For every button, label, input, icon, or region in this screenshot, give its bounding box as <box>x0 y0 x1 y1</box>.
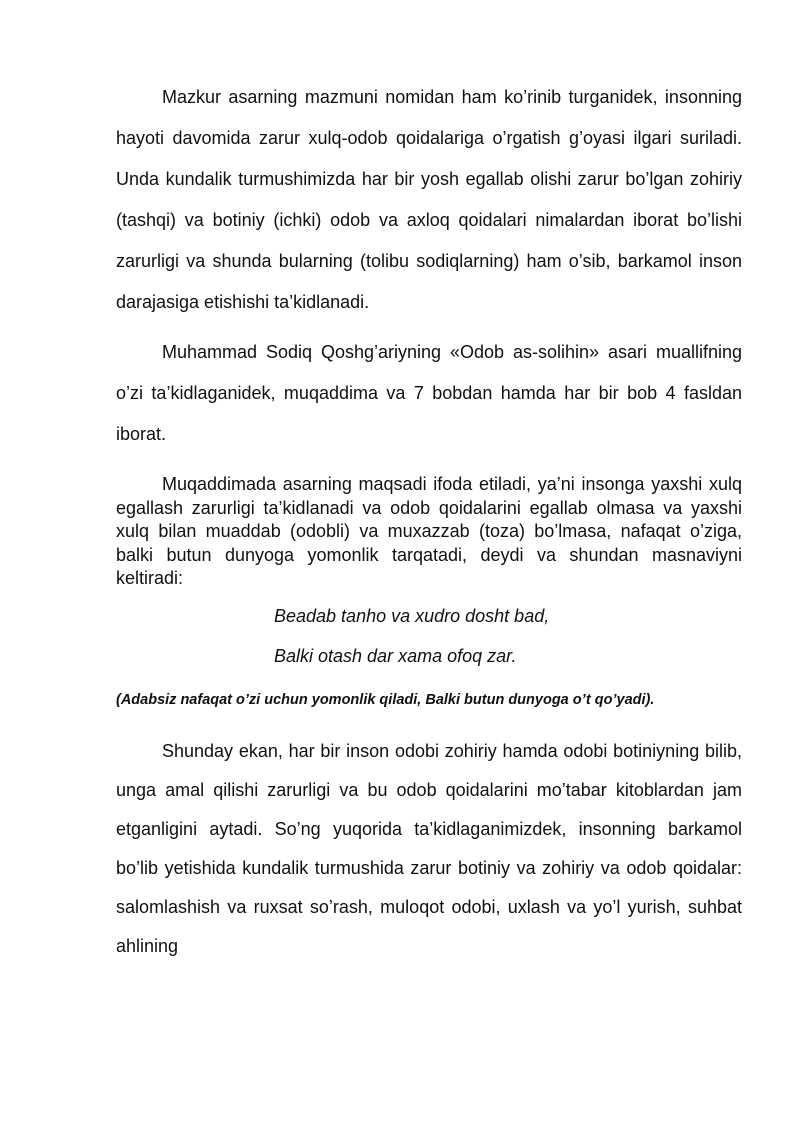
verse-line-2: Balki otash dar xama ofoq zar. <box>274 645 517 666</box>
verse-translation: (Adabsiz nafaqat o’zi uchun yomonlik qiladi, Balki butun dunyoga o’t qo’yadi). <box>116 691 655 708</box>
paragraph-2: Muhammad Sodiq Qoshg’ariyning «Odob as-solihin» asari muallifning o’zi ta’kidlaganidek, muqaddima va 7 bobdan hamda har bir bob 4 fasldan iborat. <box>116 342 742 444</box>
paragraph-1: Mazkur asarning mazmuni nomidan ham ko’rinib turganidek, insonning hayoti davomida zarur xulq-odob qoidalariga o’rgatish g’oyasi ilgari suriladi. Unda kundalik turmushimizda har bir yosh egallab olishi zarur bo’lgan zohiriy (tashqi) va botiniy (ichki) odob va axloq qoidalari nimalardan iborat bo’lishi zarurligi va shunda bularning (tolibu sodiqlarning) ham o’sib, barkamol inson darajasiga etishishi ta’kidlanadi. <box>116 87 742 312</box>
verse-line-1: Beadab tanho va xudro dosht bad, <box>274 605 550 626</box>
paragraph-4: Shunday ekan, har bir inson odobi zohiriy hamda odobi botiniyning bilib, unga amal qilishi zarurligi va bu odob qoidalarini mo’tabar kitoblardan jam etganligini aytadi. So’ng yuqorida ta’kidlaganimizdek, insonning barkamol bo’lib yetishida kundalik turmushida zarur botiniy va zohiriy va odob qoidalar: salomlashish va ruxsat so’rash, muloqot odobi, uxlash va yo’l yurish, suhbat ahlining <box>116 740 742 956</box>
paragraph-3: Muqaddimada asarning maqsadi ifoda etiladi, ya’ni insonga yaxshi xulq egallash zarurligi ta’kidlanadi va odob qoidalarini egallab olmasa va yaxshi xulq bilan muaddab (odobli) va muxazzab (toza) bo’lmasa, nafaqat o’ziga, balki butun dunyoga yomonlik tarqatadi, deydi va shundan masnaviyni keltiradi: <box>116 474 742 588</box>
